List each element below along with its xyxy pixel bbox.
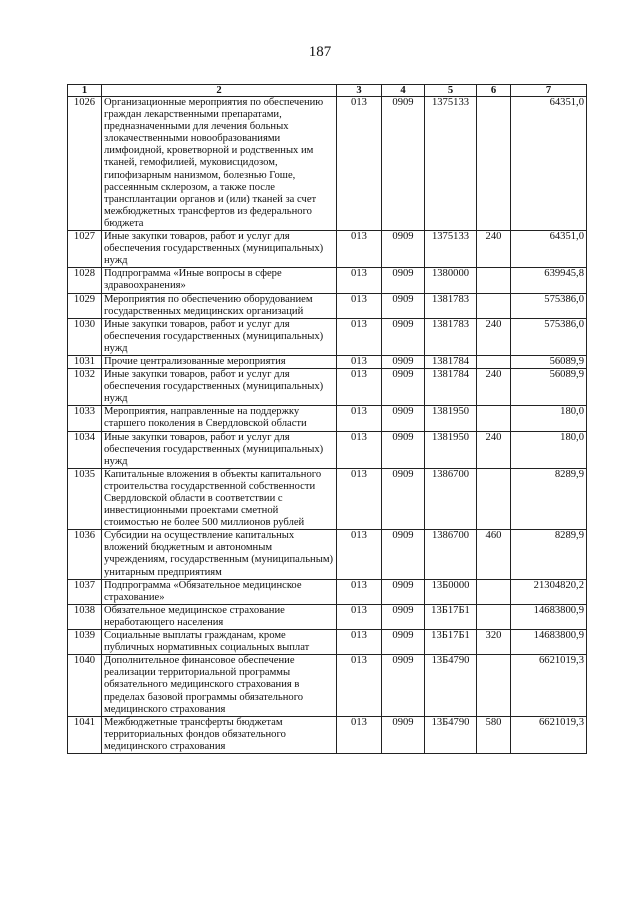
ministry-code: 013: [337, 231, 382, 268]
amount: 64351,0: [511, 97, 587, 231]
row-number: 1039: [68, 630, 102, 655]
table-row: [68, 716, 587, 753]
ministry-code: 013: [337, 369, 382, 406]
row-name: Межбюджетные трансферты бюджетам территориальных фондов обязательного медицинского страхования: [102, 716, 337, 753]
ministry-code: 013: [337, 630, 382, 655]
amount: 575386,0: [511, 318, 587, 355]
expense-type-code: [477, 604, 511, 629]
row-number: 1038: [68, 604, 102, 629]
section-code: 0909: [382, 530, 425, 579]
amount: 6621019,3: [511, 716, 587, 753]
row-name: Подпрограмма «Обязательное медицинское страхование»: [102, 579, 337, 604]
row-name: Иные закупки товаров, работ и услуг для обеспечения государственных (муниципальных) нужд: [102, 431, 337, 468]
table-row: [68, 630, 587, 655]
table-row: [68, 293, 587, 318]
row-number: 1037: [68, 579, 102, 604]
row-name: Субсидии на осуществление капитальных вложений бюджетным и автономным учреждениям, государственным (муниципальным) унитарным предприятиям: [102, 530, 337, 579]
section-code: 0909: [382, 318, 425, 355]
table-row: [68, 431, 587, 468]
row-number: 1028: [68, 268, 102, 293]
row-number: 1027: [68, 231, 102, 268]
table-row: [68, 406, 587, 431]
target-article-code: 1381784: [425, 369, 477, 406]
amount: 6621019,3: [511, 655, 587, 716]
header-col-5: 5: [425, 85, 477, 97]
target-article-code: 1375133: [425, 97, 477, 231]
table-row: [68, 97, 587, 231]
section-code: 0909: [382, 268, 425, 293]
table-row: [68, 318, 587, 355]
ministry-code: 013: [337, 604, 382, 629]
ministry-code: 013: [337, 716, 382, 753]
header-col-6: 6: [477, 85, 511, 97]
row-number: 1040: [68, 655, 102, 716]
row-name: Прочие централизованные мероприятия: [102, 355, 337, 368]
row-name: Дополнительное финансовое обеспечение реализации территориальной программы обязательного медицинского страхования в пределах базовой программы обязательного медицинского страхования: [102, 655, 337, 716]
expense-type-code: [477, 406, 511, 431]
table-row: [68, 369, 587, 406]
expense-type-code: 240: [477, 231, 511, 268]
expense-type-code: [477, 655, 511, 716]
section-code: 0909: [382, 231, 425, 268]
table-row: [68, 655, 587, 716]
target-article-code: 13Б4790: [425, 716, 477, 753]
section-code: 0909: [382, 716, 425, 753]
row-name: Обязательное медицинское страхование неработающего населения: [102, 604, 337, 629]
ministry-code: 013: [337, 655, 382, 716]
ministry-code: 013: [337, 268, 382, 293]
expense-type-code: [477, 355, 511, 368]
page-number: 187: [308, 44, 332, 60]
row-name: Социальные выплаты гражданам, кроме публичных нормативных социальных выплат: [102, 630, 337, 655]
amount: 14683800,9: [511, 604, 587, 629]
expense-type-code: [477, 293, 511, 318]
row-number: 1026: [68, 97, 102, 231]
row-number: 1029: [68, 293, 102, 318]
ministry-code: 013: [337, 97, 382, 231]
target-article-code: 1381784: [425, 355, 477, 368]
expense-type-code: 320: [477, 630, 511, 655]
target-article-code: 1381783: [425, 318, 477, 355]
amount: 14683800,9: [511, 630, 587, 655]
header-col-4: 4: [382, 85, 425, 97]
expense-type-code: 240: [477, 318, 511, 355]
target-article-code: 13Б4790: [425, 655, 477, 716]
row-name: Иные закупки товаров, работ и услуг для обеспечения государственных (муниципальных) нужд: [102, 369, 337, 406]
row-name: Подпрограмма «Иные вопросы в сфере здравоохранения»: [102, 268, 337, 293]
row-number: 1032: [68, 369, 102, 406]
section-code: 0909: [382, 630, 425, 655]
amount: 8289,9: [511, 530, 587, 579]
amount: 56089,9: [511, 355, 587, 368]
amount: 180,0: [511, 431, 587, 468]
amount: 639945,8: [511, 268, 587, 293]
expense-type-code: [477, 97, 511, 231]
header-col-7: 7: [511, 85, 587, 97]
target-article-code: 1386700: [425, 530, 477, 579]
row-number: 1034: [68, 431, 102, 468]
ministry-code: 013: [337, 293, 382, 318]
target-article-code: 1380000: [425, 268, 477, 293]
ministry-code: 013: [337, 530, 382, 579]
row-name: Мероприятия по обеспечению оборудованием государственных медицинских организаций: [102, 293, 337, 318]
section-code: 0909: [382, 406, 425, 431]
ministry-code: 013: [337, 406, 382, 431]
section-code: 0909: [382, 604, 425, 629]
table-row: [68, 579, 587, 604]
target-article-code: 1381950: [425, 406, 477, 431]
row-number: 1036: [68, 530, 102, 579]
table-row: [68, 355, 587, 368]
target-article-code: 13Б17Б1: [425, 604, 477, 629]
table-row: [68, 268, 587, 293]
section-code: 0909: [382, 97, 425, 231]
table-row: [68, 231, 587, 268]
amount: 575386,0: [511, 293, 587, 318]
target-article-code: 1381950: [425, 431, 477, 468]
expense-type-code: [477, 468, 511, 529]
section-code: 0909: [382, 468, 425, 529]
header-row: [68, 85, 587, 97]
ministry-code: 013: [337, 468, 382, 529]
budget-table: [67, 84, 587, 754]
ministry-code: 013: [337, 355, 382, 368]
row-name: Организационные мероприятия по обеспечению граждан лекарственными препаратами, предназначенными для лечения больных злокачественными новообразованиями лимфоидной, кроветворной и родственных им тканей, гемофилией, муковисцидозом, гипофизарным нанизмом, болезнью Гоше, рассеянным склерозом, а также после трансплантации органов и (или) тканей за счет межбюджетных трансфертов из федерального бюджета: [102, 97, 337, 231]
target-article-code: 1381783: [425, 293, 477, 318]
table-row: [68, 530, 587, 579]
target-article-code: 13Б17Б1: [425, 630, 477, 655]
section-code: 0909: [382, 369, 425, 406]
ministry-code: 013: [337, 431, 382, 468]
row-number: 1035: [68, 468, 102, 529]
row-name: Мероприятия, направленные на поддержку старшего поколения в Свердловской области: [102, 406, 337, 431]
target-article-code: 13Б0000: [425, 579, 477, 604]
expense-type-code: [477, 579, 511, 604]
row-name: Иные закупки товаров, работ и услуг для обеспечения государственных (муниципальных) нужд: [102, 231, 337, 268]
expense-type-code: 460: [477, 530, 511, 579]
row-name: Иные закупки товаров, работ и услуг для обеспечения государственных (муниципальных) нужд: [102, 318, 337, 355]
section-code: 0909: [382, 579, 425, 604]
row-number: 1041: [68, 716, 102, 753]
section-code: 0909: [382, 293, 425, 318]
section-code: 0909: [382, 655, 425, 716]
ministry-code: 013: [337, 579, 382, 604]
amount: 8289,9: [511, 468, 587, 529]
ministry-code: 013: [337, 318, 382, 355]
target-article-code: 1375133: [425, 231, 477, 268]
row-number: 1031: [68, 355, 102, 368]
expense-type-code: [477, 268, 511, 293]
amount: 180,0: [511, 406, 587, 431]
table-row: [68, 604, 587, 629]
expense-type-code: 240: [477, 431, 511, 468]
expense-type-code: 240: [477, 369, 511, 406]
section-code: 0909: [382, 431, 425, 468]
amount: 64351,0: [511, 231, 587, 268]
row-number: 1033: [68, 406, 102, 431]
header-col-3: 3: [337, 85, 382, 97]
expense-type-code: 580: [477, 716, 511, 753]
amount: 56089,9: [511, 369, 587, 406]
section-code: 0909: [382, 355, 425, 368]
table-row: [68, 468, 587, 529]
target-article-code: 1386700: [425, 468, 477, 529]
amount: 21304820,2: [511, 579, 587, 604]
row-number: 1030: [68, 318, 102, 355]
header-col-1: 1: [68, 85, 102, 97]
row-name: Капитальные вложения в объекты капитального строительства государственной собственности Свердловской области в соответствии с инвестиционными проектами сметной стоимостью не более 500 миллионов рублей: [102, 468, 337, 529]
header-col-2: 2: [102, 85, 337, 97]
